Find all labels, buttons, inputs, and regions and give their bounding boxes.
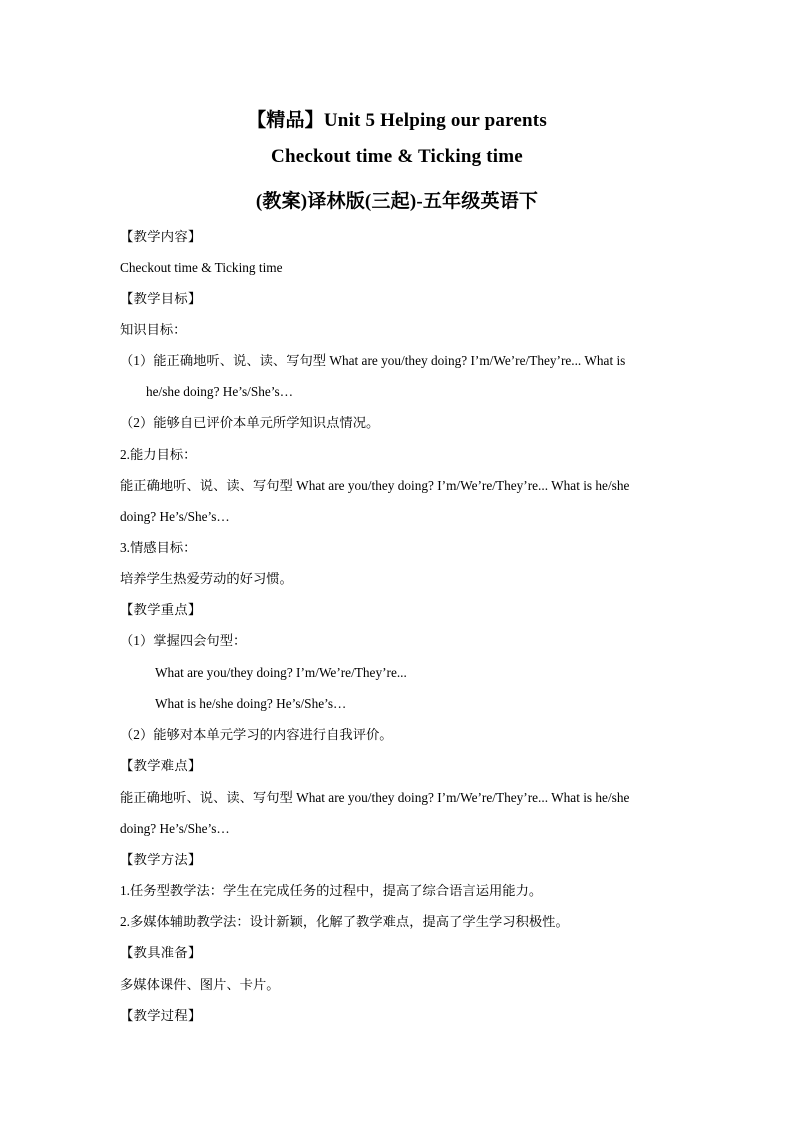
ability-goal-text-continued: doing? He’s/She’s… — [120, 509, 230, 524]
key-point-item1: （1）掌握四会句型： — [120, 633, 247, 648]
ability-goal-label: 2.能力目标： — [120, 447, 197, 462]
content-text: Checkout time & Ticking time — [120, 260, 283, 275]
emotion-goal-text: 培养学生热爱劳动的好习惯。 — [120, 571, 293, 586]
section-heading-content: 【教学内容】 — [120, 229, 202, 244]
teaching-tools-text: 多媒体课件、图片、卡片。 — [120, 977, 280, 992]
method-item1: 1.任务型教学法：学生在完成任务的过程中，提高了综合语言运用能力。 — [120, 883, 543, 898]
difficulty-text: 能正确地听、说、读、写句型 What are you/they doing? I’m/We’re/They’re... What is he/she — [120, 790, 630, 805]
emotion-goal-label: 3.情感目标： — [120, 540, 197, 555]
knowledge-goal-item1-continued: he/she doing? He’s/She’s… — [146, 384, 293, 399]
knowledge-goal-item2: （2）能够自已评价本单元所学知识点情况。 — [120, 415, 380, 430]
key-point-item2: （2）能够对本单元学习的内容进行自我评价。 — [120, 727, 393, 742]
knowledge-goal-label: 知识目标： — [120, 322, 187, 337]
section-heading-teaching-tools: 【教具准备】 — [120, 945, 202, 960]
knowledge-goal-item1: （1）能正确地听、说、读、写句型 What are you/they doing? I’m/We’re/They’re... What is — [120, 353, 626, 368]
document-title-line1: 【精品】Unit 5 Helping our parents — [247, 110, 547, 131]
section-heading-goals: 【教学目标】 — [120, 291, 202, 306]
section-heading-difficulties: 【教学难点】 — [120, 758, 202, 773]
section-heading-key-points: 【教学重点】 — [120, 602, 202, 617]
method-item2: 2.多媒体辅助教学法：设计新颖，化解了教学难点，提高了学生学习积极性。 — [120, 914, 569, 929]
document-title-line2: Checkout time & Ticking time — [271, 146, 523, 167]
ability-goal-text: 能正确地听、说、读、写句型 What are you/they doing? I’m/We’re/They’re... What is he/she — [120, 478, 630, 493]
difficulty-text-continued: doing? He’s/She’s… — [120, 821, 230, 836]
key-sentence2: What is he/she doing? He’s/She’s… — [155, 696, 347, 711]
section-heading-methods: 【教学方法】 — [120, 852, 202, 867]
key-sentence1: What are you/they doing? I’m/We’re/They’re... — [155, 665, 407, 680]
document-title-line3: (教案)译林版(三起)-五年级英语下 — [255, 191, 539, 212]
section-heading-process: 【教学过程】 — [120, 1008, 202, 1023]
